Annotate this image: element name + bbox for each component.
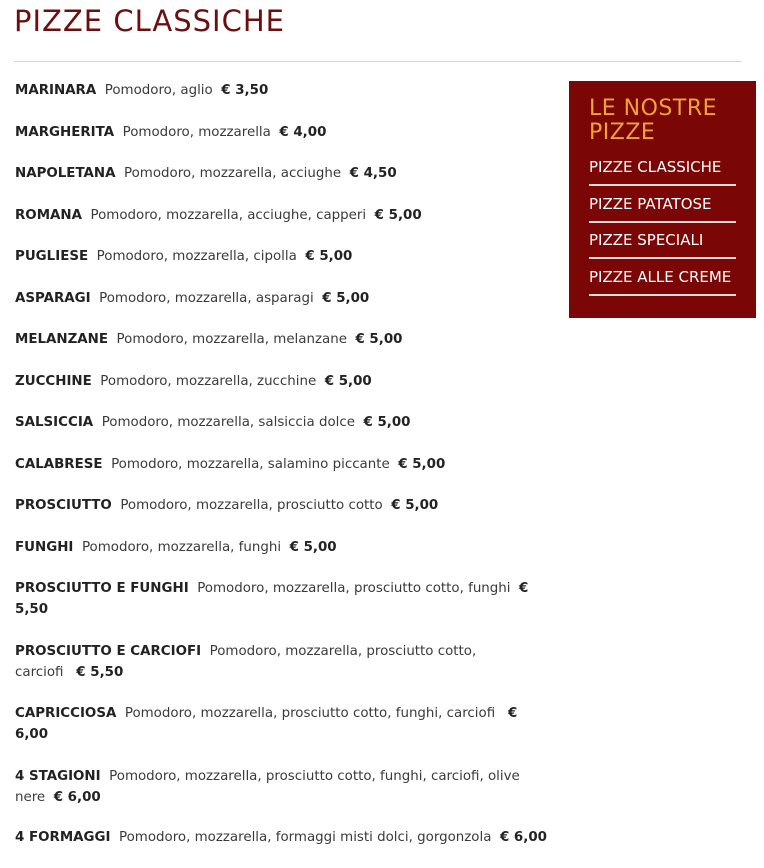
pizza-price: € 5,00 bbox=[391, 498, 439, 513]
pizza-price: € 5,50 bbox=[15, 581, 529, 617]
pizza-ingredients: Pomodoro, mozzarella, prosciutto cotto, funghi, carciofi bbox=[124, 706, 496, 721]
pizza-price: € 5,00 bbox=[322, 290, 370, 306]
pizza-ingredients: Pomodoro, mozzarella, prosciutto cotto, funghi, carciofi, olive nere bbox=[15, 768, 520, 805]
sidebar-title-line-2: PIZZE bbox=[589, 120, 656, 145]
sidebar-nav bbox=[589, 151, 736, 296]
pizza-name: CAPRICCIOSA bbox=[15, 706, 117, 721]
sidebar-nav-item bbox=[589, 188, 736, 223]
sidebar-link-pizze-classiche[interactable]: PIZZE CLASSICHE bbox=[589, 151, 736, 186]
pizza-name: 4 STAGIONI bbox=[15, 768, 101, 784]
pizza-ingredients: Pomodoro, mozzarella, funghi bbox=[81, 539, 282, 555]
sidebar-nav-item bbox=[589, 224, 736, 259]
sidebar-nav-item bbox=[589, 261, 736, 296]
pizza-price: € 5,50 bbox=[76, 664, 124, 680]
sidebar-link-pizze-alle-creme[interactable]: PIZZE ALLE CREME bbox=[589, 261, 736, 296]
pizza-ingredients: Pomodoro, mozzarella, melanzane bbox=[116, 332, 347, 347]
pizza-price: € 5,00 bbox=[398, 456, 446, 472]
pizza-ingredients: Pomodoro, mozzarella, acciughe, capperi bbox=[90, 207, 367, 223]
sidebar-title-line-1: LE NOSTRE bbox=[589, 96, 718, 121]
pizza-ingredients: Pomodoro, mozzarella, salamino piccante bbox=[111, 456, 390, 472]
sidebar-title bbox=[589, 97, 736, 145]
menu-item-4-stagioni bbox=[15, 766, 550, 808]
pizza-ingredients: Pomodoro, mozzarella, prosciutto cotto, carciofi bbox=[15, 643, 477, 680]
pizza-name: MARINARA bbox=[15, 83, 97, 98]
pizza-price: € 5,00 bbox=[355, 332, 403, 347]
pizza-name: ZUCCHINE bbox=[15, 373, 92, 389]
menu-item-marinara bbox=[15, 80, 550, 101]
menu-item-margherita bbox=[15, 122, 550, 143]
page-title: PIZZE CLASSICHE bbox=[14, 4, 285, 38]
pizza-name: MELANZANE bbox=[15, 332, 109, 347]
menu-item-salsiccia bbox=[15, 412, 550, 433]
sidebar-nav-item bbox=[589, 151, 736, 186]
pizza-price: € 3,50 bbox=[221, 83, 269, 98]
pizza-name: PROSCIUTTO E CARCIOFI bbox=[15, 643, 202, 659]
pizza-ingredients: Pomodoro, mozzarella, cipolla bbox=[96, 249, 297, 264]
pizza-ingredients: Pomodoro, mozzarella, asparagi bbox=[99, 290, 314, 306]
menu-item-zucchine bbox=[15, 371, 550, 392]
menu-item-funghi bbox=[15, 537, 550, 558]
menu-item-prosciutto-e-funghi bbox=[15, 578, 550, 620]
pizza-ingredients: Pomodoro, aglio bbox=[104, 83, 213, 98]
sidebar-link-pizze-speciali[interactable]: PIZZE SPECIALI bbox=[589, 224, 736, 259]
pizza-ingredients: Pomodoro, mozzarella, prosciutto cotto bbox=[120, 498, 383, 513]
menu-item-capricciosa bbox=[15, 703, 550, 745]
pizza-price: € 6,00 bbox=[499, 829, 547, 845]
menu-item-prosciutto bbox=[15, 495, 550, 516]
pizza-name: MARGHERITA bbox=[15, 124, 115, 140]
pizza-name: SALSICCIA bbox=[15, 415, 94, 430]
pizza-categories-panel bbox=[569, 81, 756, 318]
menu-item-calabrese bbox=[15, 454, 550, 475]
pizza-ingredients: Pomodoro, mozzarella, salsiccia dolce bbox=[101, 415, 355, 430]
pizza-price: € 5,00 bbox=[363, 415, 411, 430]
menu-item-4-formaggi bbox=[15, 827, 550, 848]
pizza-name: PUGLIESE bbox=[15, 249, 89, 264]
pizza-price: € 6,00 bbox=[53, 789, 101, 805]
sidebar-link-pizze-patatose[interactable]: PIZZE PATATOSE bbox=[589, 188, 736, 223]
pizza-price: € 5,00 bbox=[374, 207, 422, 223]
menu-item-napoletana bbox=[15, 163, 550, 184]
menu-item-asparagi bbox=[15, 288, 550, 309]
pizza-price: € 5,00 bbox=[289, 539, 337, 555]
pizza-name: ASPARAGI bbox=[15, 290, 91, 306]
pizza-ingredients: Pomodoro, mozzarella bbox=[122, 124, 271, 140]
pizza-name: ROMANA bbox=[15, 207, 82, 223]
pizza-price: € 6,00 bbox=[15, 706, 518, 742]
pizza-name: NAPOLETANA bbox=[15, 166, 116, 181]
menu-item-prosciutto-e-carciofi bbox=[15, 641, 550, 683]
title-divider bbox=[14, 61, 742, 62]
pizza-price: € 4,00 bbox=[279, 124, 327, 140]
menu-item-melanzane bbox=[15, 329, 550, 350]
pizza-price: € 5,00 bbox=[324, 373, 372, 389]
pizza-name: PROSCIUTTO bbox=[15, 498, 112, 513]
menu-item-pugliese bbox=[15, 246, 550, 267]
pizza-ingredients: Pomodoro, mozzarella, formaggi misti dolci, gorgonzola bbox=[119, 829, 492, 845]
pizza-ingredients: Pomodoro, mozzarella, acciughe bbox=[124, 166, 342, 181]
pizza-name: FUNGHI bbox=[15, 539, 74, 555]
pizza-name: 4 FORMAGGI bbox=[15, 829, 111, 845]
pizza-menu-list bbox=[15, 80, 550, 868]
pizza-name: PROSCIUTTO E FUNGHI bbox=[15, 581, 189, 596]
pizza-name: CALABRESE bbox=[15, 456, 103, 472]
pizza-price: € 4,50 bbox=[349, 166, 397, 181]
pizza-price: € 5,00 bbox=[305, 249, 353, 264]
menu-item-romana bbox=[15, 205, 550, 226]
pizza-ingredients: Pomodoro, mozzarella, prosciutto cotto, funghi bbox=[197, 581, 511, 596]
pizza-ingredients: Pomodoro, mozzarella, zucchine bbox=[100, 373, 317, 389]
